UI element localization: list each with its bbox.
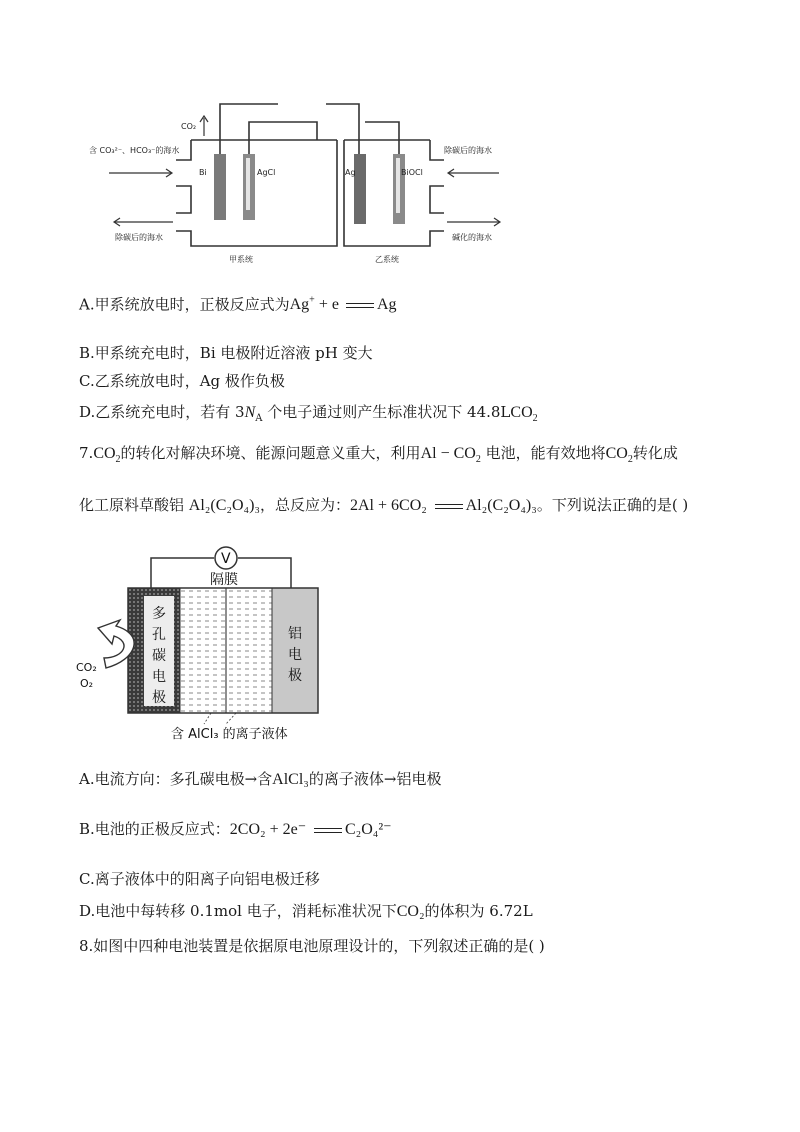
q7-stem-line1: $7.CO_2$的转化对解决环境、能源问题意义重大，利用$Al - CO_2$ 电池，能有效地将$CO_2$转化成 — [79, 444, 678, 466]
voltmeter-label: V — [221, 551, 231, 567]
left-electrode-char-3: 碳 — [152, 648, 166, 664]
outlet-left-label: 除碳后的海水 — [115, 233, 163, 242]
outlet-right-label: 碱化的海水 — [452, 233, 492, 242]
co2-label: CO₂ — [181, 122, 197, 131]
inlet-left-label: 含 CO₃²⁻、HCO₃⁻的海水 — [89, 146, 180, 155]
left-electrode-char-4: 电 — [152, 669, 166, 685]
label-biocl: BiOCl — [401, 168, 423, 177]
q6-option-a: A.甲系统放电时，正极反应式为Ag+ + e Ag — [79, 295, 397, 314]
q7-option-c: C.离子液体中的阳离子向铝电极迁移 — [79, 870, 320, 888]
q7-option-a: A.电流方向：多孔碳电极→含AlCl₃的离子液体→铝电极 — [79, 770, 442, 788]
electrode-bi — [214, 154, 226, 220]
label-agcl: AgCl — [257, 168, 276, 177]
q7-stem-line2: 化工原料草酸铝 Al₂(C₂O₄)₃，总反应为：2Al + 6CO₂ Al₂(C₂O₄)₃。下列说法正确的是( ) — [79, 496, 689, 514]
gas-co2-label: CO₂ — [76, 661, 97, 674]
q8-stem: 8.如图中四种电池装置是依据原电池原理设计的，下列叙述正确的是( ) — [79, 937, 545, 955]
equals-sign — [346, 303, 374, 308]
inlet-right-arrow — [448, 169, 499, 177]
system-jia-label: 甲系统 — [229, 255, 253, 264]
outlet-left-arrow — [114, 218, 173, 226]
label-ag: Ag — [345, 168, 356, 177]
inlet-right-label: 除碳后的海水 — [444, 146, 492, 155]
equals-sign — [314, 828, 342, 833]
right-electrode-char-2: 电 — [288, 647, 302, 663]
q7-option-d: D.电池中每转移 0.1mol 电子，消耗标准状况下CO₂的体积为 6.72L — [79, 902, 533, 920]
q6-option-d: D.乙系统充电时，若有 $3N_A$ 个电子通过则产生标准状况下 $44.8LCO_2$ — [79, 403, 538, 425]
gas-o2-label: O₂ — [80, 677, 94, 690]
external-wire — [151, 558, 214, 588]
membrane-label: 隔膜 — [210, 572, 238, 588]
left-electrode-char-1: 多 — [152, 606, 166, 622]
q6-option-c: C.乙系统放电时，Ag 极作负极 — [79, 372, 285, 390]
q6-option-b: B.甲系统充电时，Bi 电极附近溶液 pH 变大 — [79, 344, 373, 362]
ionic-liquid-caption: 含 AlCl₃ 的离子液体 — [171, 727, 288, 740]
outlet-right-arrow — [447, 218, 500, 226]
left-electrode-char-2: 孔 — [152, 627, 166, 643]
figure-electrolysis-systems — [79, 98, 599, 273]
right-electrode-char-3: 极 — [288, 668, 302, 684]
electrode-ag — [354, 154, 366, 224]
equals-sign — [435, 504, 463, 509]
figure-al-co2-battery — [76, 540, 336, 740]
system-yi-label: 乙系统 — [375, 255, 399, 264]
co2-up-arrow — [200, 116, 208, 136]
label-bi: Bi — [199, 168, 207, 177]
left-electrode-char-5: 极 — [152, 690, 166, 706]
system-yi-tank — [326, 104, 444, 246]
inlet-left-arrow — [109, 169, 172, 177]
right-electrode-char-1: 铝 — [288, 626, 302, 642]
q7-option-b: B.电池的正极反应式：2CO₂ + 2e⁻ C₂O₄²⁻ — [79, 820, 392, 838]
